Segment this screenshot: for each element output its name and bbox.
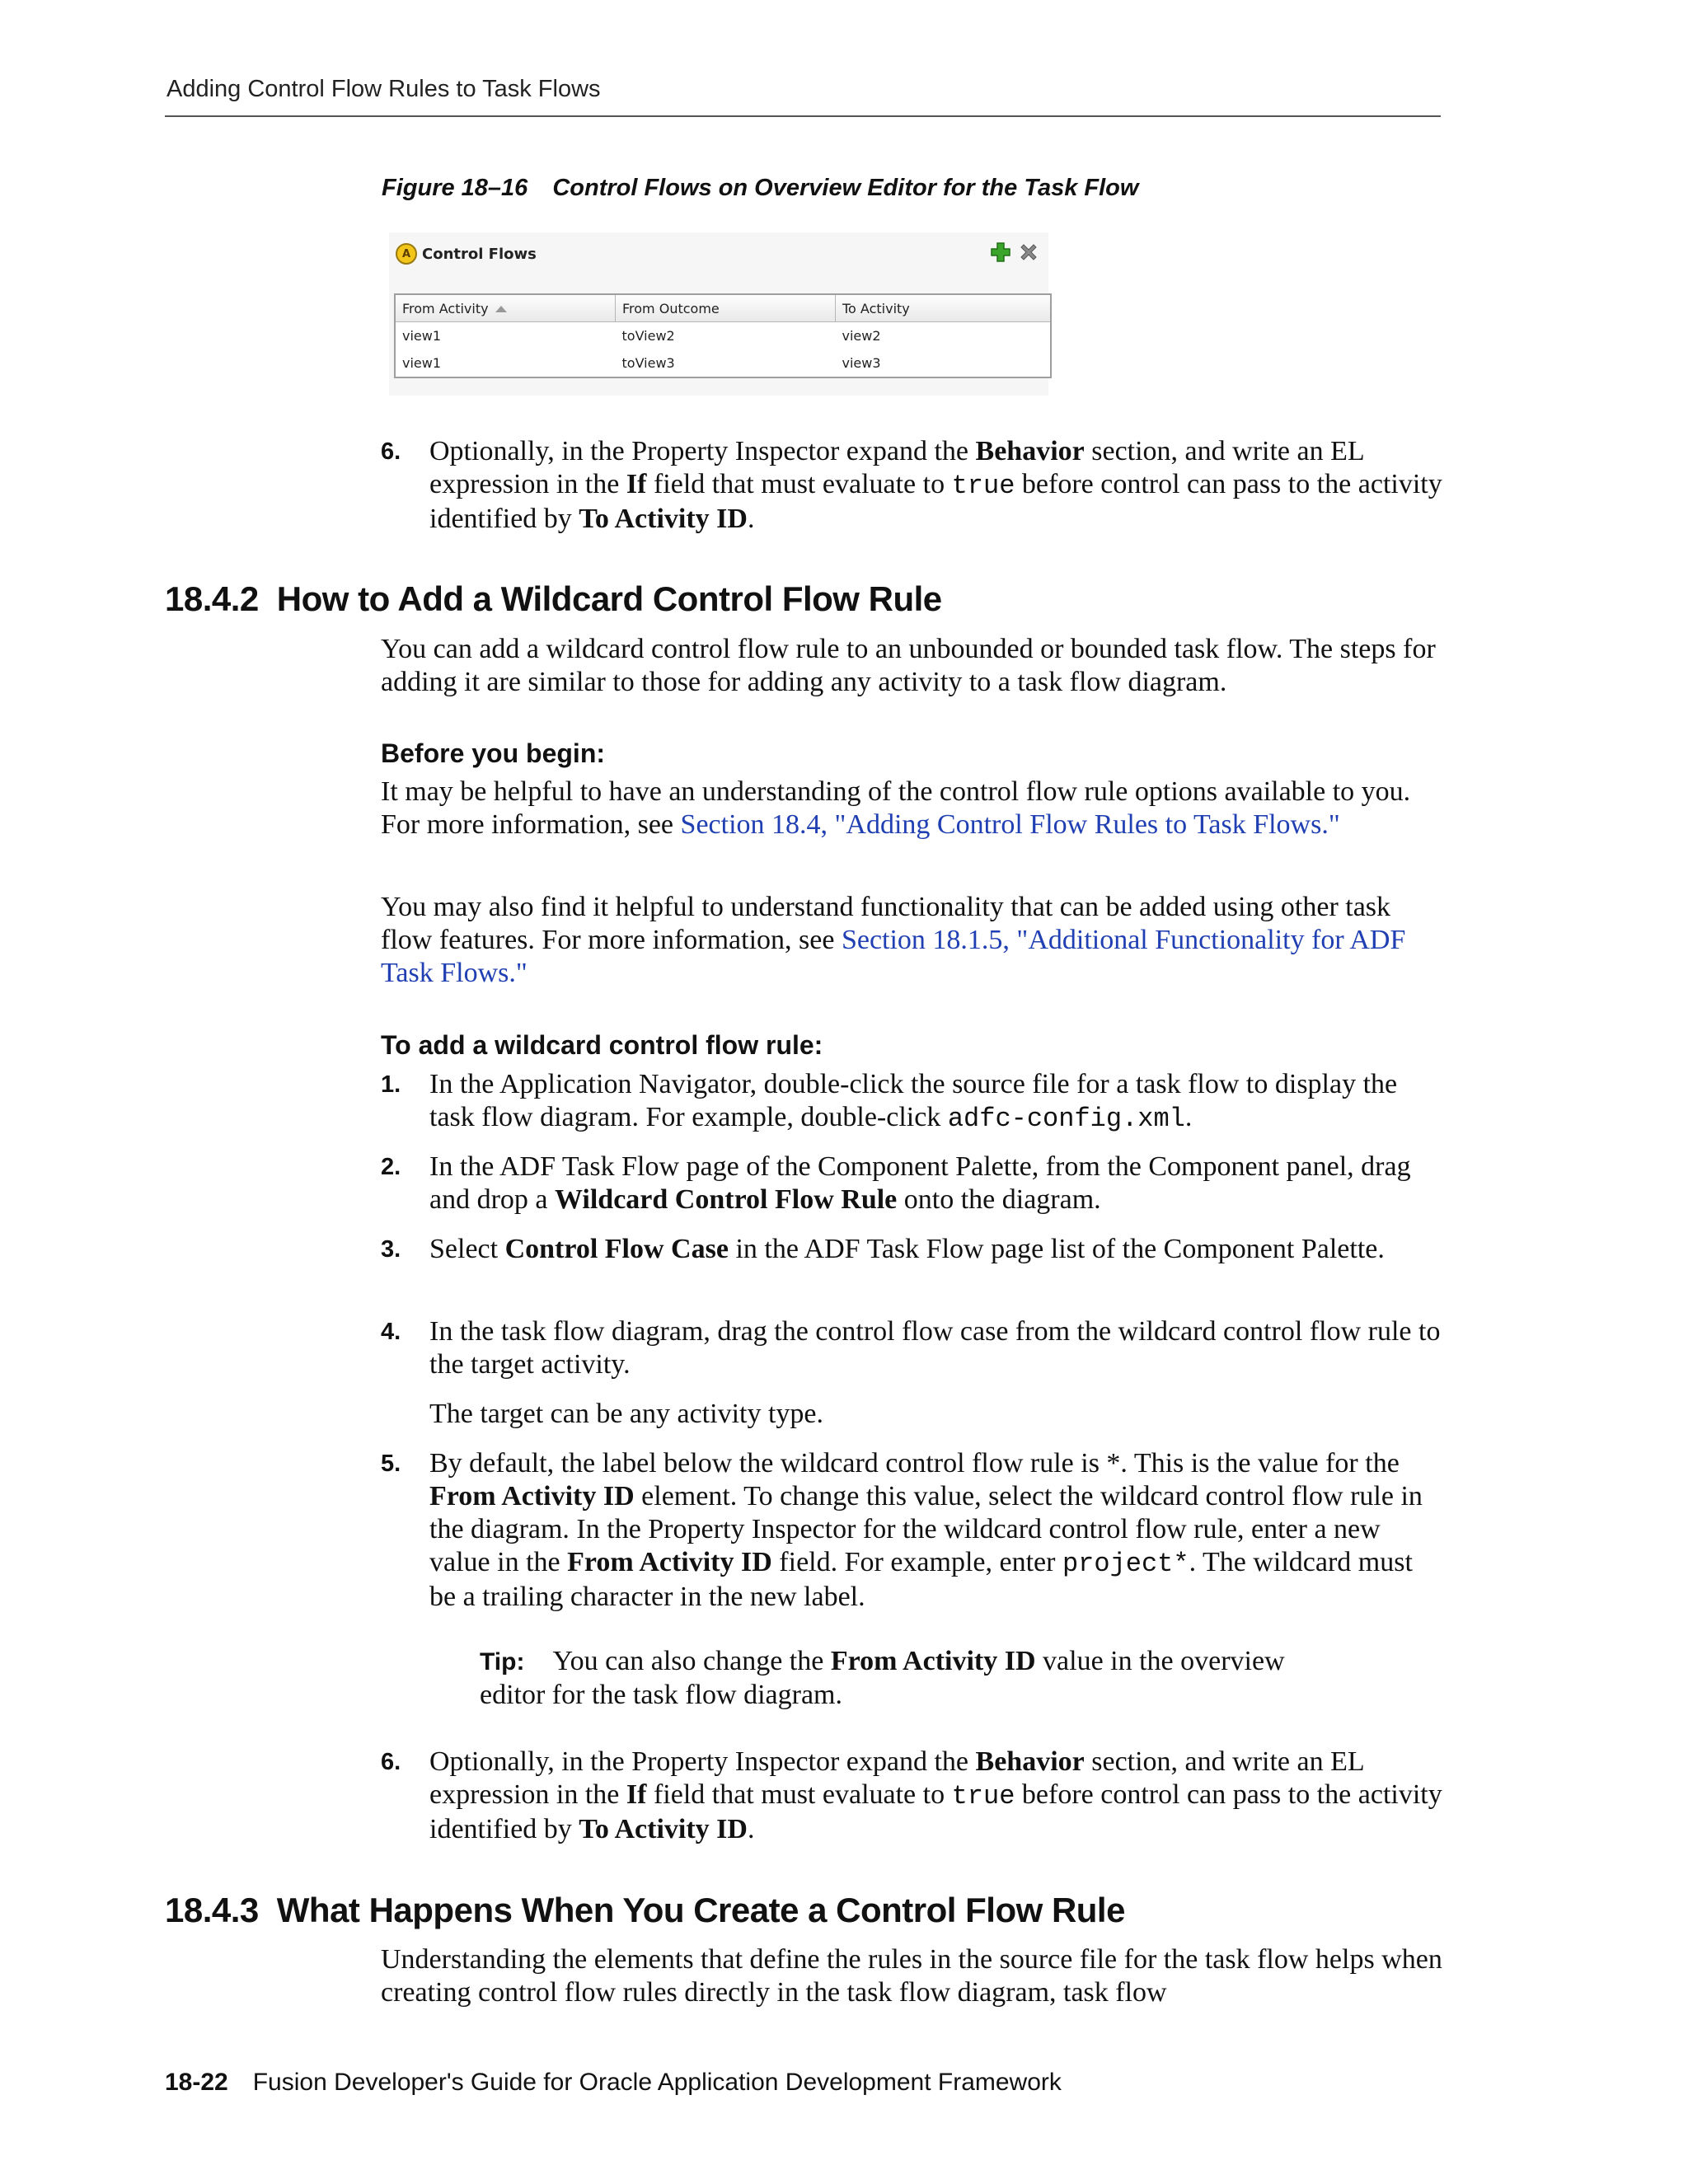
section-heading — [165, 579, 942, 619]
section-heading — [165, 1891, 1125, 1930]
figure-title: Control Flows on Overview Editor for the Task Flow — [552, 175, 1139, 201]
bold-term: Control Flow Case — [504, 1234, 729, 1264]
step-number: 5. — [381, 1451, 401, 1477]
table-row[interactable] — [395, 349, 1051, 377]
section-link[interactable]: Section 18.1.5, "Additional Functionality for ADF Task Flows." — [381, 925, 1406, 988]
step-number: 6. — [381, 438, 401, 465]
bold-term: If — [626, 1779, 647, 1810]
running-head: Adding Control Flow Rules to Task Flows — [166, 76, 601, 102]
bold-term: To Activity ID — [579, 504, 748, 534]
step-text — [429, 1746, 1445, 1846]
table-cell: view1 — [402, 355, 442, 371]
text-run: Optionally, in the Property Inspector expand the — [429, 1746, 976, 1777]
text-run: . — [1184, 1102, 1193, 1132]
text-run: section, and write an EL expression in the — [429, 436, 1364, 499]
table-cell: view2 — [842, 328, 881, 344]
text-run: You can also change the — [552, 1646, 831, 1676]
text-run: before control can pass to the activity identified by — [429, 1779, 1442, 1844]
step-note: The target can be any activity type. — [429, 1399, 824, 1429]
section-number: 18.4.2 — [165, 579, 259, 618]
control-flows-table — [394, 293, 1052, 378]
code-term: true — [951, 1781, 1015, 1811]
add-icon[interactable] — [989, 241, 1012, 264]
text-run: in the ADF Task Flow page list of the Component Palette. — [728, 1234, 1385, 1264]
page-number: 18-22 — [165, 2069, 228, 2096]
section-intro: Understanding the elements that define the rules in the source file for the task flow helps when creating control flow rules directly in the task flow diagram, task flow — [381, 1944, 1442, 2008]
step-text — [429, 435, 1445, 536]
column-label: To Activity — [842, 300, 910, 316]
bold-term: Wildcard Control Flow Rule — [555, 1184, 898, 1215]
control-flow-icon: A — [396, 243, 417, 265]
before-paragraph-1 — [381, 776, 1444, 841]
table-cell: view1 — [402, 328, 442, 344]
step-text: In the task flow diagram, drag the control flow case from the wildcard control flow rule to the target activity. — [429, 1316, 1441, 1380]
control-flows-panel — [389, 232, 1048, 396]
text-run: In the Application Navigator, double-click the source file for a task flow to display the task flow diagram. For example, double-click — [429, 1069, 1398, 1132]
control-flows-title: Control Flows — [422, 245, 537, 263]
bold-term: From Activity ID — [830, 1646, 1036, 1676]
step-number: 4. — [381, 1319, 401, 1345]
procedure-heading: To add a wildcard control flow rule: — [381, 1030, 823, 1060]
table-row[interactable] — [395, 322, 1051, 350]
book-title: Fusion Developer's Guide for Oracle Application Development Framework — [252, 2069, 1062, 2096]
code-term: project* — [1062, 1549, 1189, 1579]
text-run: field that must evaluate to — [646, 1779, 952, 1810]
step-number: 2. — [381, 1154, 401, 1180]
control-flows-header — [396, 241, 537, 267]
column-label: From Activity — [402, 300, 489, 316]
text-run: section, and write an EL expression in the — [429, 1746, 1364, 1810]
table-header-row — [395, 294, 1051, 322]
code-term: adfc-config.xml — [947, 1104, 1185, 1134]
section-title: What Happens When You Create a Control Flow Rule — [276, 1891, 1125, 1929]
step-text — [429, 1447, 1445, 1614]
step-number: 1. — [381, 1071, 401, 1098]
bold-term: From Activity ID — [429, 1481, 635, 1511]
bold-term: To Activity ID — [579, 1814, 748, 1844]
figure-number: Figure 18–16 — [382, 175, 528, 201]
table-cell: toView3 — [621, 355, 675, 371]
section-intro: You can add a wildcard control flow rule to an unbounded or bounded task flow. The steps for adding it are similar to those for adding any activity to a task flow diagram. — [381, 634, 1436, 697]
step-number: 3. — [381, 1236, 401, 1263]
text-run: . The wildcard must be a trailing character in the new label. — [429, 1547, 1413, 1612]
step-text — [429, 1068, 1445, 1136]
header-rule — [165, 115, 1441, 117]
table-cell: view3 — [842, 355, 881, 371]
text-run: field that must evaluate to — [646, 469, 952, 499]
text-run: It may be helpful to have an understanding of the control flow rule options available to you. For more information, see — [381, 776, 1411, 840]
text-run: element. To change this value, select the wildcard control flow rule in the diagram. In the Property Inspector for the wildcard control flow rule, enter a new value in the — [429, 1481, 1423, 1577]
step-number: 6. — [381, 1749, 401, 1775]
column-header-to-activity[interactable] — [836, 294, 1052, 322]
text-run: In the ADF Task Flow page of the Component Palette, from the Component panel, drag and drop a — [429, 1151, 1411, 1215]
column-header-from-activity[interactable] — [395, 294, 616, 322]
text-run: before control can pass to the activity identified by — [429, 469, 1442, 534]
bold-term: Behavior — [975, 1746, 1085, 1777]
tip-note — [480, 1645, 1304, 1712]
text-run: onto the diagram. — [897, 1184, 1101, 1215]
delete-icon[interactable] — [1017, 241, 1040, 264]
sort-ascending-icon — [495, 306, 507, 312]
step-text — [429, 1151, 1445, 1216]
column-header-from-outcome[interactable] — [616, 294, 836, 322]
column-label: From Outcome — [622, 300, 720, 316]
code-term: true — [951, 471, 1015, 501]
section-title: How to Add a Wildcard Control Flow Rule — [276, 579, 942, 618]
text-run: field. For example, enter — [771, 1547, 1062, 1577]
text-run: value in the overview editor for the task flow diagram. — [480, 1646, 1285, 1710]
tip-label: Tip: — [480, 1648, 525, 1675]
text-run: Select — [429, 1234, 505, 1264]
step-text — [429, 1233, 1445, 1266]
before-you-begin-heading: Before you begin: — [381, 738, 606, 768]
text-run: Optionally, in the Property Inspector expand the — [429, 436, 976, 466]
section-number: 18.4.3 — [165, 1891, 259, 1929]
before-paragraph-2 — [381, 891, 1444, 990]
text-run: You may also find it helpful to understand functionality that can be added using other task flow features. For more information, see — [381, 892, 1391, 955]
bold-term: From Activity ID — [567, 1547, 772, 1577]
figure-caption — [382, 175, 1138, 202]
section-link[interactable]: Section 18.4, "Adding Control Flow Rules to Task Flows." — [680, 809, 1340, 840]
table-cell: toView2 — [621, 328, 675, 344]
text-run: . — [747, 1814, 755, 1844]
text-run: By default, the label below the wildcard control flow rule is *. This is the value for the — [429, 1448, 1400, 1479]
bold-term: If — [626, 469, 647, 499]
bold-term: Behavior — [975, 436, 1085, 466]
text-run: . — [747, 504, 755, 534]
page-footer — [165, 2069, 1062, 2097]
